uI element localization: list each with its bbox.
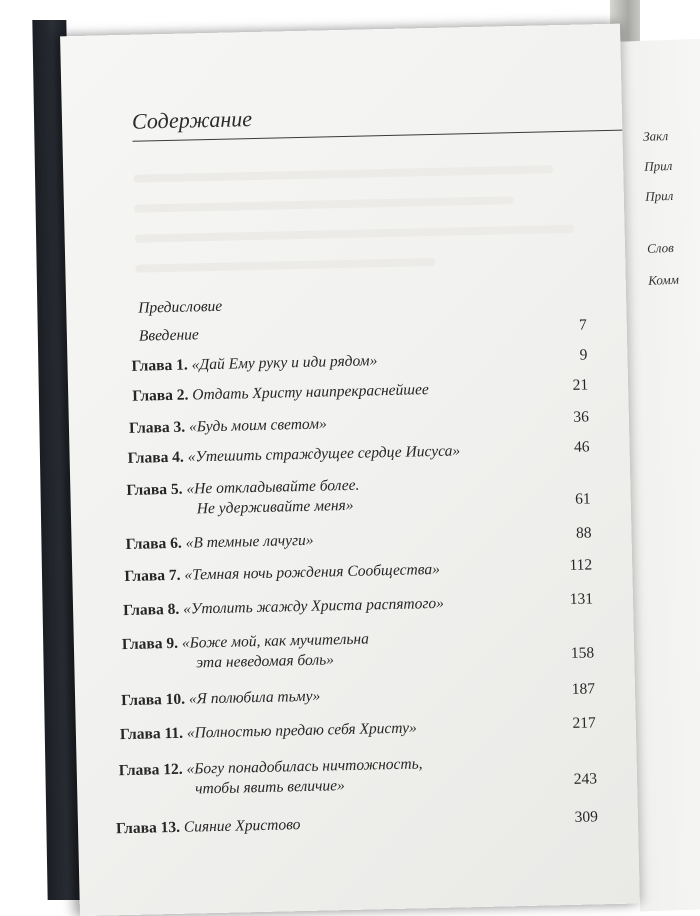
right-page-line: Прил <box>644 187 674 204</box>
toc-page-number: 9 <box>579 346 588 364</box>
toc-entry-title: Отдать Христу наипрекраснейшее <box>192 381 429 404</box>
toc-entry-label: Глава 4. <box>127 448 185 467</box>
toc-entry-title-line2: Не удерживайте меня» <box>196 496 354 518</box>
toc-page-number: 46 <box>573 438 590 456</box>
toc-entry-title: Сияние Христово <box>183 816 301 836</box>
toc-entry-label: Глава 6. <box>125 534 182 553</box>
toc-entry-title: Предисловие <box>138 297 223 317</box>
toc-entry-continuation <box>195 776 345 798</box>
right-page-line: Закл <box>642 128 669 144</box>
toc-entry-title: «Утолить жажду Христа распятого» <box>182 594 445 618</box>
toc-page-number: 88 <box>575 524 592 542</box>
toc-entry-title: «Я полюбила тьму» <box>188 687 321 708</box>
toc-page-number: 61 <box>575 490 591 508</box>
toc-entry <box>123 594 444 620</box>
toc-entry <box>125 531 313 554</box>
toc-entry-label: Глава 13. <box>115 818 181 838</box>
toc-entry-title-line2: чтобы явить величие» <box>194 777 345 798</box>
toc-page-number: 243 <box>573 770 598 788</box>
toc-entry-title: Введение <box>138 326 199 345</box>
toc-entry-label: Глава 11. <box>119 724 184 744</box>
toc-entry-label: Глава 8. <box>122 600 180 620</box>
toc-entry <box>129 414 327 437</box>
toc-page-number: 309 <box>574 808 599 826</box>
toc-entry-label: Глава 5. <box>126 480 183 499</box>
toc-entry-continuation <box>196 650 334 672</box>
toc-list <box>60 24 640 916</box>
toc-page-number: 21 <box>572 376 589 394</box>
toc-entry-title: «В темные лачуги» <box>185 531 314 552</box>
toc-entry-label: Глава 9. <box>121 634 179 654</box>
toc-entry-title: «Темная ночь рождения Сообщества» <box>184 560 441 584</box>
toc-entry-title: «Дай Ему руку и иди рядом» <box>191 352 378 374</box>
toc-page-number: 36 <box>573 408 590 426</box>
toc-entry-title: «Не откладывайте более. <box>186 476 360 498</box>
toc-entry-title: «Боже мой, как мучительна <box>181 630 370 652</box>
toc-entry <box>124 560 440 586</box>
toc-entry-label: Глава 1. <box>131 356 188 375</box>
toc-entry-title: «Богу понадобилась ничтожность, <box>186 755 423 778</box>
toc-entry <box>116 815 301 838</box>
toc-entry <box>120 718 417 744</box>
toc-entry <box>139 325 199 345</box>
page-title: Содержание <box>131 106 253 134</box>
toc-entry-label: Глава 10. <box>120 690 186 710</box>
toc-entry-label: Глава 2. <box>132 386 189 405</box>
toc-page-number: 131 <box>569 590 594 608</box>
toc-entry-label: Глава 12. <box>118 760 183 780</box>
toc-entry-continuation <box>197 496 354 519</box>
toc-entry <box>127 441 460 468</box>
toc-page-number: 7 <box>578 316 587 334</box>
toc-page-number: 217 <box>572 714 596 732</box>
toc-entry-title-line2: эта неведомая боль» <box>196 651 335 672</box>
toc-page <box>60 24 640 916</box>
toc-entry <box>121 687 320 711</box>
toc-entry <box>119 754 423 780</box>
toc-entry <box>131 351 377 376</box>
right-page-line: Прил <box>643 157 673 174</box>
toc-page-number: 112 <box>569 556 593 574</box>
toc-entry <box>138 297 222 318</box>
toc-entry <box>132 380 429 406</box>
right-page-line: Слов <box>646 239 674 256</box>
toc-entry-title: «Будь моим светом» <box>188 415 327 436</box>
toc-entry-label: Глава 7. <box>124 566 181 586</box>
toc-page-number: 187 <box>571 680 596 698</box>
toc-entry-title: «Утешить страждущее сердце Иисуса» <box>187 442 461 466</box>
toc-entry-label: Глава 3. <box>128 418 186 437</box>
toc-entry-title: «Полностью предаю себя Христу» <box>186 719 417 742</box>
right-page-line: Комм <box>647 271 680 288</box>
toc-page-number: 158 <box>570 644 595 662</box>
